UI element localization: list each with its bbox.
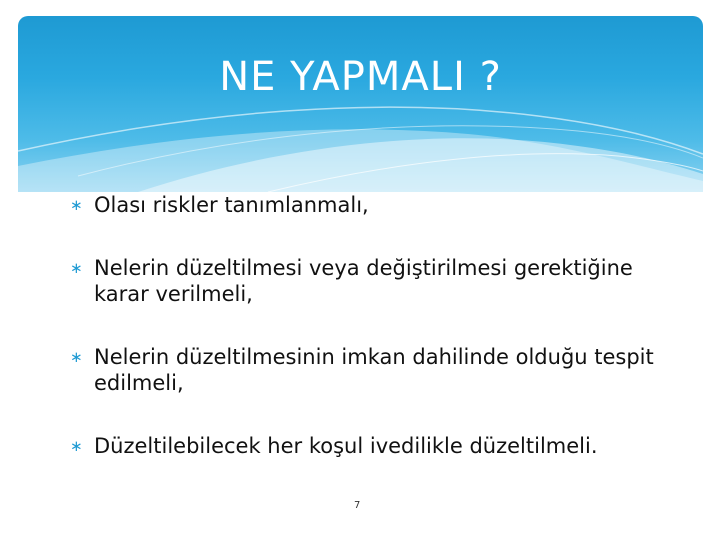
page-number: 7 — [354, 500, 361, 511]
bullet-item — [70, 255, 670, 307]
bullet-item — [70, 433, 670, 459]
bullet-list — [70, 188, 670, 459]
bullet-item — [70, 192, 670, 218]
bullet-text: Nelerin düzeltilmesi veya değiştirilmesi gerektiğine karar verilmeli, — [94, 256, 633, 306]
slide-title: NE YAPMALI ? — [219, 54, 502, 100]
bullet-text: Düzeltilebilecek her koşul ivedilikle düzeltilmeli. — [94, 434, 598, 458]
bullet-text: Olası riskler tanımlanmalı, — [94, 193, 369, 217]
asterisk-bullet-icon: ∗ — [70, 437, 83, 455]
bullet-item — [70, 344, 670, 396]
asterisk-bullet-icon: ∗ — [70, 259, 83, 277]
bullet-text: Nelerin düzeltilmesinin imkan dahilinde olduğu tespit edilmeli, — [94, 345, 654, 395]
asterisk-bullet-icon: ∗ — [70, 196, 83, 214]
asterisk-bullet-icon: ∗ — [70, 348, 83, 366]
wave-decoration — [18, 16, 703, 192]
title-banner — [18, 16, 703, 192]
